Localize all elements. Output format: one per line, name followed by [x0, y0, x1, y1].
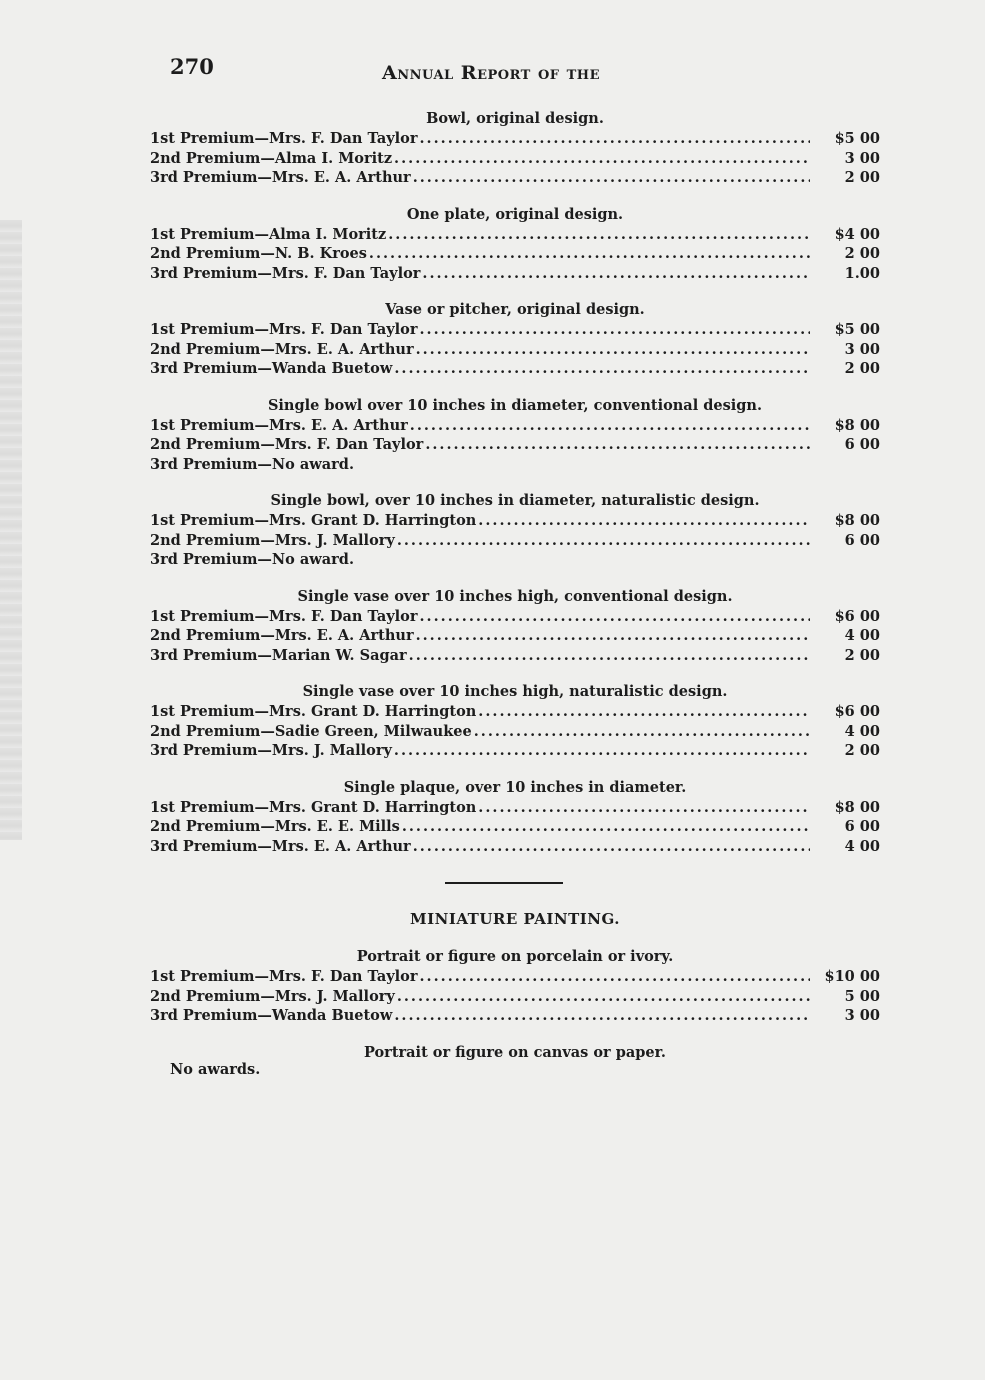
premium-row	[150, 320, 880, 340]
premium-section	[150, 492, 880, 570]
premium-amount: $8 00	[834, 416, 880, 434]
section-heading: Single vase over 10 inches high, naturalistic design.	[302, 683, 728, 700]
premium-entry: 3rd Premium—Mrs. F. Dan Taylor	[150, 264, 421, 282]
premium-row	[150, 359, 880, 379]
premium-row	[150, 741, 880, 761]
premium-entry: 2nd Premium—Mrs. E. A. Arthur	[150, 340, 414, 358]
premium-amount: 6 00	[844, 436, 880, 453]
premium-amount: 1.00	[844, 264, 880, 282]
premium-row	[150, 646, 880, 666]
leader-dots	[420, 607, 811, 627]
leader-dots	[394, 149, 810, 169]
premium-entry: 1st Premium—Mrs. Grant D. Harrington	[150, 798, 477, 816]
leader-dots	[397, 987, 810, 1007]
premium-amount: $6 00	[834, 607, 880, 625]
premium-amount: 2 00	[844, 245, 880, 262]
premium-row	[150, 987, 880, 1007]
premium-row	[150, 244, 880, 264]
premium-entry: 3rd Premium—Wanda Buetow	[150, 1007, 393, 1024]
section-heading: Portrait or figure on porcelain or ivory.	[356, 948, 674, 965]
leader-dots	[420, 320, 811, 340]
premium-amount: 4 00	[844, 627, 880, 644]
premium-list	[150, 110, 880, 1096]
premium-row	[150, 455, 880, 475]
leader-dots	[422, 264, 810, 284]
premium-section	[150, 779, 880, 857]
premium-row	[150, 340, 880, 360]
premium-entry: 2nd Premium—Mrs. E. A. Arthur	[150, 627, 414, 644]
premium-amount: $5 00	[834, 130, 880, 147]
premium-entry: 3rd Premium—No award.	[150, 551, 354, 568]
premium-row	[150, 129, 880, 149]
premium-row	[150, 967, 880, 987]
premium-section	[150, 110, 880, 188]
premium-entry: 3rd Premium—No award.	[150, 455, 354, 473]
premium-entry: 3rd Premium—Marian W. Sagar	[150, 646, 407, 664]
leader-dots	[369, 244, 810, 264]
leader-dots	[402, 817, 810, 837]
premium-row	[150, 1006, 880, 1026]
premium-entry: 2nd Premium—Alma I. Moritz	[150, 149, 393, 167]
leader-dots	[394, 1006, 810, 1026]
section-heading: One plate, original design.	[406, 205, 624, 223]
premium-entry: 2nd Premium—Mrs. J. Mallory	[150, 531, 395, 549]
section-heading: Bowl, original design.	[426, 110, 604, 127]
premium-amount: $4 00	[834, 225, 880, 243]
leader-dots	[397, 531, 810, 551]
canvas-section	[150, 1044, 880, 1078]
premium-amount: 2 00	[844, 360, 880, 377]
leader-dots	[416, 340, 810, 360]
premium-section	[150, 397, 880, 475]
premium-entry: 3rd Premium—Mrs. E. A. Arthur	[150, 169, 411, 186]
premium-row	[150, 607, 880, 627]
section-heading: Single bowl, over 10 inches in diameter, naturalistic design.	[270, 492, 760, 509]
premium-amount: 3 00	[844, 149, 880, 167]
leader-dots	[394, 359, 810, 379]
section-heading: Single bowl over 10 inches in diameter, conventional design.	[267, 396, 763, 414]
premium-entry: 2nd Premium—Mrs. F. Dan Taylor	[150, 436, 424, 453]
leader-dots	[420, 129, 811, 149]
section-heading: Portrait or figure on canvas or paper.	[364, 1043, 666, 1061]
premium-amount: 5 00	[844, 987, 880, 1005]
premium-entry: 1st Premium—Mrs. E. A. Arthur	[150, 416, 408, 434]
premium-row	[150, 511, 880, 531]
premium-row	[150, 837, 880, 857]
premium-section	[150, 301, 880, 379]
leader-dots	[413, 837, 810, 857]
premium-row	[150, 168, 880, 188]
running-head: Annual Report of the	[382, 62, 600, 84]
premium-row	[150, 531, 880, 551]
premium-entry: 2nd Premium—Mrs. E. E. Mills	[150, 818, 400, 835]
premium-amount: 4 00	[844, 837, 880, 855]
premium-row	[150, 225, 880, 245]
premium-row	[150, 550, 880, 570]
porcelain-rows	[150, 967, 880, 1026]
premium-amount: $8 00	[834, 512, 880, 529]
leader-dots	[410, 416, 810, 436]
page-binding-edge	[0, 220, 22, 840]
premium-entry: 2nd Premium—Sadie Green, Milwaukee	[150, 722, 472, 740]
premium-amount: $5 00	[834, 321, 880, 338]
premium-row	[150, 798, 880, 818]
premium-entry: 1st Premium—Mrs. Grant D. Harrington	[150, 703, 477, 720]
leader-dots	[394, 741, 810, 761]
premium-entry: 2nd Premium—Mrs. J. Mallory	[150, 987, 395, 1005]
premium-entry: 1st Premium—Mrs. Grant D. Harrington	[150, 512, 477, 529]
premium-amount: 2 00	[844, 742, 880, 759]
premium-amount: 6 00	[844, 531, 880, 549]
premium-amount: 3 00	[844, 1007, 880, 1024]
premium-entry: 2nd Premium—N. B. Kroes	[150, 245, 367, 262]
premium-amount: 3 00	[844, 340, 880, 358]
porcelain-section	[150, 948, 880, 1026]
section-heading: Vase or pitcher, original design.	[385, 301, 645, 318]
leader-dots	[478, 511, 810, 531]
premium-entry: 1st Premium—Mrs. F. Dan Taylor	[150, 130, 418, 147]
premium-row	[150, 817, 880, 837]
leader-dots	[478, 702, 810, 722]
premium-section	[150, 588, 880, 666]
premium-amount: 2 00	[844, 646, 880, 664]
leader-dots	[474, 722, 810, 742]
leader-dots	[413, 168, 810, 188]
leader-dots	[425, 435, 810, 455]
premium-amount: $6 00	[834, 703, 880, 720]
miniature-painting-title: MINIATURE PAINTING.	[410, 910, 620, 928]
premium-row	[150, 702, 880, 722]
premium-row	[150, 626, 880, 646]
premium-row	[150, 722, 880, 742]
premium-entry: 3rd Premium—Mrs. J. Mallory	[150, 742, 392, 759]
section-divider	[445, 882, 563, 884]
premium-entry: 1st Premium—Mrs. F. Dan Taylor	[150, 968, 418, 985]
premium-amount: 2 00	[844, 169, 880, 186]
premium-sections	[150, 110, 880, 856]
premium-entry: 3rd Premium—Mrs. E. A. Arthur	[150, 837, 411, 855]
premium-row	[150, 264, 880, 284]
premium-amount: 6 00	[844, 818, 880, 835]
premium-amount: 4 00	[844, 722, 880, 740]
premium-section	[150, 206, 880, 284]
section-heading: Single plaque, over 10 inches in diameter.	[343, 778, 687, 796]
premium-amount: $8 00	[834, 798, 880, 816]
no-awards-note: No awards.	[170, 1060, 261, 1078]
premium-entry: 1st Premium—Mrs. F. Dan Taylor	[150, 607, 418, 625]
premium-entry: 3rd Premium—Wanda Buetow	[150, 360, 393, 377]
leader-dots	[420, 967, 811, 987]
premium-section	[150, 683, 880, 761]
premium-row	[150, 435, 880, 455]
leader-dots	[388, 225, 810, 245]
leader-dots	[416, 626, 810, 646]
leader-dots	[478, 798, 810, 818]
leader-dots	[409, 646, 810, 666]
premium-row	[150, 149, 880, 169]
premium-entry: 1st Premium—Alma I. Moritz	[150, 225, 387, 243]
premium-entry: 1st Premium—Mrs. F. Dan Taylor	[150, 321, 418, 338]
section-heading: Single vase over 10 inches high, conventional design.	[297, 587, 733, 605]
premium-amount: $10 00	[824, 968, 880, 985]
premium-row	[150, 416, 880, 436]
page-number: 270	[170, 54, 214, 79]
